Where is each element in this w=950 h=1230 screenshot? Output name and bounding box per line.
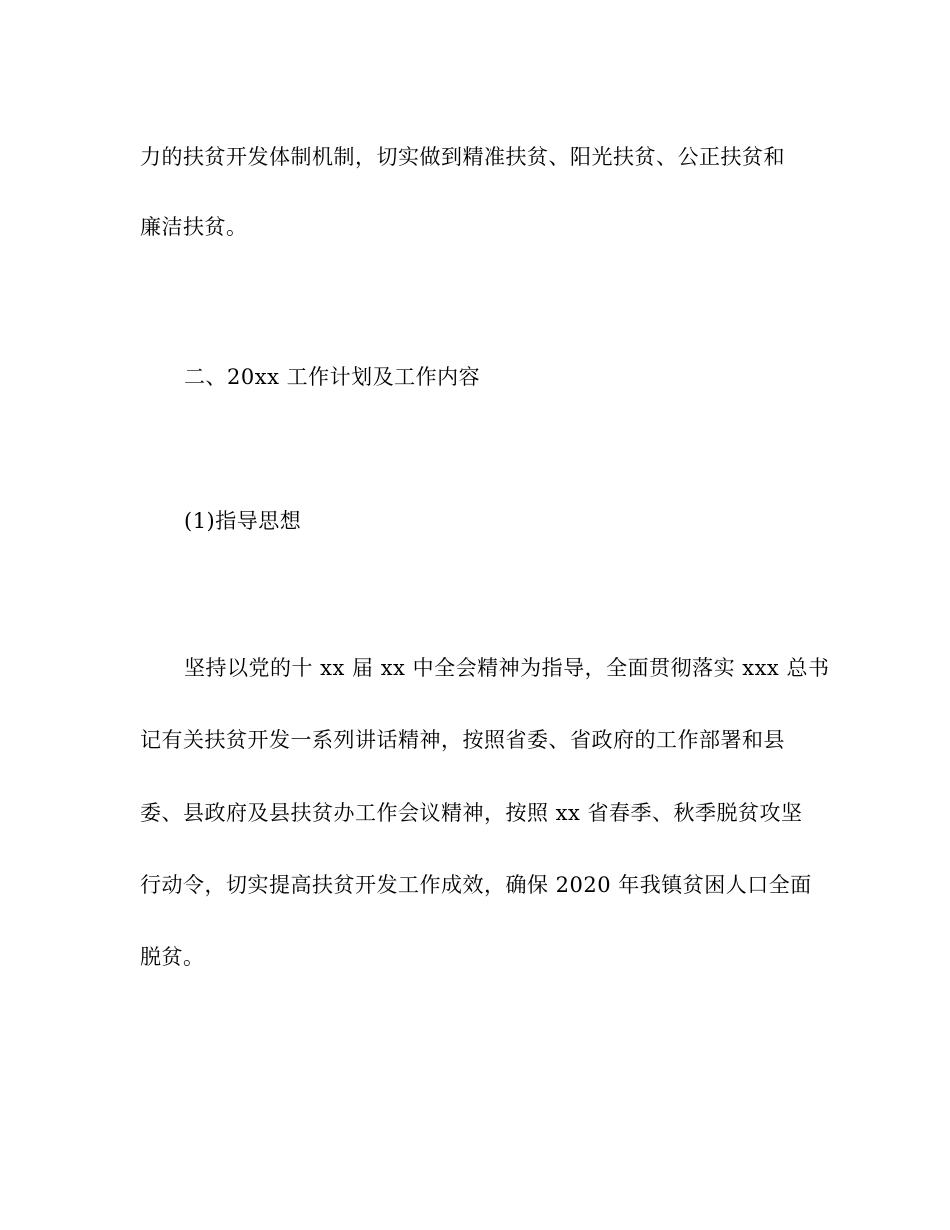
paragraph-line: 力的扶贫开发体制机制，切实做到精准扶贫、阳光扶贫、公正扶贫和	[140, 145, 785, 169]
section-heading: 二、20xx 工作计划及工作内容	[184, 365, 481, 389]
paragraph-line: 脱贫。	[140, 945, 205, 969]
paragraph-line: 委、县政府及县扶贫办工作会议精神，按照 xx 省春季、秋季脱贫攻坚	[140, 801, 803, 825]
paragraph-line: 坚持以党的十 xx 届 xx 中全会精神为指导，全面贯彻落实 xxx 总书	[184, 656, 830, 680]
paragraph-line: 廉洁扶贫。	[140, 215, 248, 239]
subheading: (1)指导思想	[184, 509, 302, 533]
paragraph-line: 行动令，切实提高扶贫开发工作成效，确保 2020 年我镇贫困人口全面	[140, 873, 812, 897]
paragraph-line: 记有关扶贫开发一系列讲话精神，按照省委、省政府的工作部署和县	[140, 728, 785, 752]
